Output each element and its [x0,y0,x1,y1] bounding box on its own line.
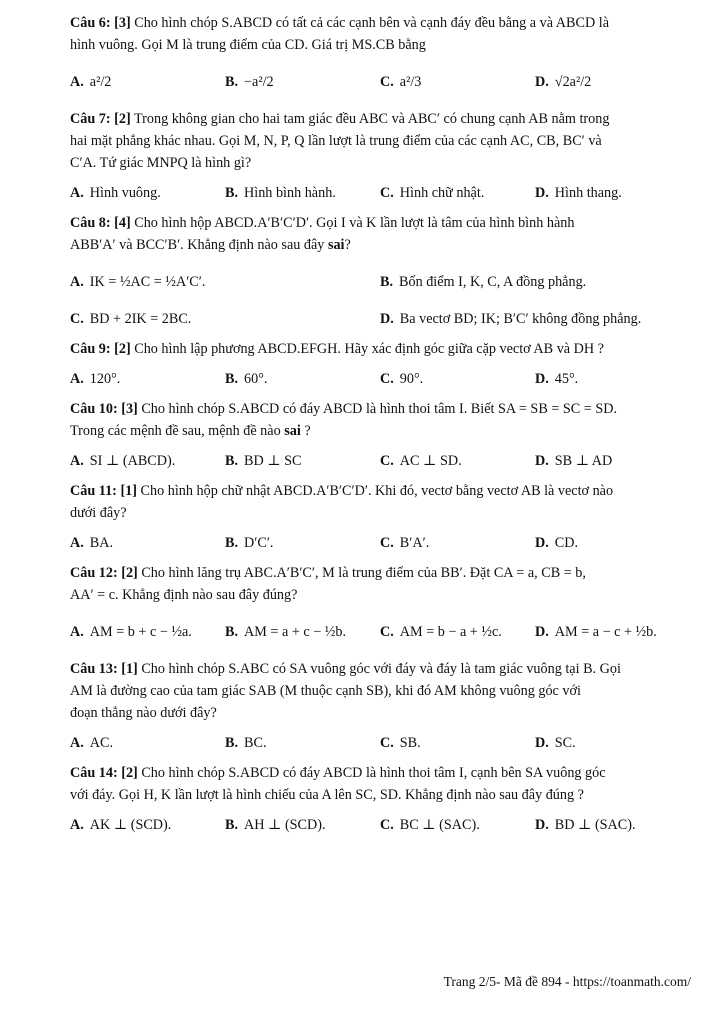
option-d-text: Hình thang. [554,184,622,201]
option-b-text: BC. [244,734,267,751]
page-footer: Trang 2/5- Mã đề 894 - https://toanmath.com/ [443,974,691,989]
option-c[interactable]: C. BD + 2IK = 2BC. [70,310,192,327]
option-a-text: IK = ½AC = ½A′C′. [89,273,206,290]
option-d[interactable]: D. BD ⊥ (SAC). [535,816,636,833]
option-a[interactable]: A. 120°. [70,370,121,387]
question-label: Câu 11: [1] [70,483,137,499]
option-a-text: BA. [89,534,114,551]
answer-options [70,64,690,100]
question-text: Cho hình lập phương ABCD.EFGH. Hãy xác định góc giữa cặp vectơ AB và DH ? [134,341,604,357]
question-text: ABB′A′ và BCC′B′. Khẳng định nào sau đây [70,237,325,253]
question-label: Câu 12: [2] [70,565,138,581]
option-a-text: AM = b + c − ½a. [89,623,192,640]
answer-options [70,450,690,472]
option-d[interactable]: D. CD. [535,534,579,551]
answer-options [70,368,690,390]
option-d-text: Ba vectơ BD; IK; B′C′ không đồng phẳng. [399,310,642,327]
option-d[interactable]: D. √2a²/2 [535,73,592,90]
option-b[interactable]: B. 60°. [225,370,268,387]
answer-options [70,532,690,554]
answer-options [70,182,690,204]
option-c-text: a²/3 [399,73,422,90]
question-label: Câu 7: [2] [70,111,131,127]
question-text: Cho hình lăng trụ ABC.A′B′C′, M là trung điểm của BB′. Đặt CA = a, CB = b, [141,565,586,581]
question-8: Câu 8: [4] Cho hình hộp ABCD.A′B′C′D′. Gọi I và K lần lượt là tâm của hình bình hành ABB′A′ và BCC′B′. Khẳng định nào sau đây sai? A. IK = ½AC = ½A′C′. B. Bốn điểm I, K, C, A đồng phẳng. C. BD + 2IK = 2BC. D. Ba vectơ BD; IK; B′C′ không đồng phẳng. [70,212,690,330]
option-c[interactable]: C. a²/3 [380,73,422,90]
option-b[interactable]: B. Bốn điểm I, K, C, A đồng phẳng. [380,273,587,290]
option-c[interactable]: C. AC ⊥ SD. [380,452,462,469]
question-text: hình vuông. Gọi M là trung điểm của CD. Giá trị MS.CB bằng [70,37,426,53]
option-a[interactable]: A. SI ⊥ (ABCD). [70,452,176,469]
question-text: Trong các mệnh đề sau, mệnh đề nào [70,423,281,439]
question-text: AM là đường cao của tam giác SAB (M thuộc cạnh SB), khi đó AM không vuông góc với [70,683,581,699]
option-d-text: SB ⊥ AD [554,452,613,469]
option-c[interactable]: C. 90°. [380,370,424,387]
question-11 [70,480,690,554]
option-b-text: −a²/2 [244,73,274,90]
option-d[interactable]: D. AM = a − c + ½b. [535,623,657,640]
option-c[interactable]: C. Hình chữ nhật. [380,184,485,201]
option-b-text: AM = a + c − ½b. [244,623,347,640]
question-12 [70,562,690,650]
answer-options [70,614,690,650]
question-6 [70,12,690,100]
question-text: C′A. Tứ giác MNPQ là hình gì? [70,155,252,171]
option-a-text: a²/2 [89,73,112,90]
exam-page [70,12,690,836]
option-a[interactable]: A. AM = b + c − ½a. [70,623,192,640]
option-d-text: √2a²/2 [554,73,592,90]
option-a-text: Hình vuông. [89,184,161,201]
option-c[interactable]: C. B′A′. [380,534,430,551]
question-label: Câu 9: [2] [70,341,131,357]
option-c-text: BD + 2IK = 2BC. [89,310,192,327]
option-a[interactable]: A. AK ⊥ (SCD). [70,816,172,833]
question-7 [70,108,690,204]
option-a[interactable]: A. IK = ½AC = ½A′C′. [70,273,206,290]
question-13 [70,658,690,754]
answer-options [70,814,690,836]
question-label: Câu 8: [4] [70,215,131,231]
option-a[interactable]: A. BA. [70,534,114,551]
answer-options [70,308,690,330]
question-label: Câu 6: [3] [70,15,131,31]
emphasis-sai: sai [327,237,345,253]
option-b-text: Hình bình hành. [244,184,336,201]
option-b-text: D′C′. [244,534,274,551]
option-b[interactable]: B. BD ⊥ SC [225,452,302,469]
option-d-text: CD. [554,534,579,551]
question-label: Câu 14: [2] [70,765,138,781]
question-label: Câu 13: [1] [70,661,138,677]
answer-options [70,732,690,754]
question-text: đoạn thẳng nào dưới đây? [70,705,217,721]
question-10: Câu 10: [3] Cho hình chóp S.ABCD có đáy ABCD là hình thoi tâm I. Biết SA = SB = SC = SD. Trong các mệnh đề sau, mệnh đề nào sai ? A. SI ⊥ (ABCD). B. BD ⊥ SC C. AC ⊥ SD. D. SB ⊥ AD [70,398,690,472]
option-c-text: 90°. [399,370,424,387]
option-a-text: 120°. [89,370,121,387]
emphasis-sai: sai [284,423,301,439]
option-a[interactable]: A. AC. [70,734,114,751]
option-b[interactable]: B. AH ⊥ (SCD). [225,816,326,833]
option-d[interactable]: D. Ba vectơ BD; IK; B′C′ không đồng phẳng. [380,310,642,327]
option-c[interactable]: C. SB. [380,734,421,751]
option-a-text: AK ⊥ (SCD). [89,816,172,833]
question-text: Cho hình chóp S.ABCD có đáy ABCD là hình thoi tâm I, cạnh bên SA vuông góc [141,765,606,781]
question-label: Câu 10: [3] [70,401,138,417]
question-text: Cho hình hộp chữ nhật ABCD.A′B′C′D′. Khi đó, vectơ bằng vectơ AB là vectơ nào [140,483,614,499]
question-text: dưới đây? [70,505,127,521]
option-b[interactable]: B. BC. [225,734,267,751]
option-d-text: AM = a − c + ½b. [554,623,657,640]
option-c[interactable]: C. AM = b − a + ½c. [380,623,502,640]
question-14 [70,762,690,836]
option-d-text: 45°. [554,370,579,387]
option-a-text: SI ⊥ (ABCD). [89,452,176,469]
option-c[interactable]: C. BC ⊥ (SAC). [380,816,480,833]
question-text: AA′ = c. Khẳng định nào sau đây đúng? [70,587,298,603]
option-b[interactable]: B. D′C′. [225,534,274,551]
question-text: Cho hình chóp S.ABCD có tất cả các cạnh bên và cạnh đáy đều bằng a và ABCD là [134,15,609,31]
option-a-text: AC. [89,734,114,751]
option-b[interactable]: B. Hình bình hành. [225,184,336,201]
option-d-text: SC. [554,734,576,751]
question-text: Cho hình chóp S.ABCD có đáy ABCD là hình thoi tâm I. Biết SA = SB = SC = SD. [141,401,618,417]
option-b-text: 60°. [244,370,268,387]
option-a[interactable]: A. Hình vuông. [70,184,161,201]
option-c-text: SB. [399,734,421,751]
option-b-text: BD ⊥ SC [244,452,302,469]
question-text: Trong không gian cho hai tam giác đều ABC và ABC′ có chung cạnh AB nằm trong [133,111,610,127]
option-b-text: Bốn điểm I, K, C, A đồng phẳng. [399,273,587,290]
option-b[interactable]: B. AM = a + c − ½b. [225,623,347,640]
option-d[interactable]: D. SB ⊥ AD [535,452,613,469]
option-d[interactable]: D. SC. [535,734,576,751]
option-a[interactable]: A. a²/2 [70,73,112,90]
question-text: Cho hình chóp S.ABC có SA vuông góc với đáy và đáy là tam giác vuông tại B. Gọi [141,661,621,677]
question-text: hai mặt phẳng khác nhau. Gọi M, N, P, Q lần lượt là trung điểm của các cạnh AC, CB, BC′ và [70,133,602,149]
answer-options [70,264,690,300]
question-text: Cho hình hộp ABCD.A′B′C′D′. Gọi I và K lần lượt là tâm của hình bình hành [134,215,575,231]
option-d-text: BD ⊥ (SAC). [554,816,636,833]
option-c-text: Hình chữ nhật. [399,184,485,201]
option-d[interactable]: D. 45°. [535,370,579,387]
option-c-text: BC ⊥ (SAC). [399,816,480,833]
option-c-text: AC ⊥ SD. [399,452,462,469]
option-b-text: AH ⊥ (SCD). [244,816,326,833]
option-c-text: AM = b − a + ½c. [399,623,502,640]
option-c-text: B′A′. [399,534,430,551]
option-d[interactable]: D. Hình thang. [535,184,622,201]
question-text: với đáy. Gọi H, K lần lượt là hình chiếu của A lên SC, SD. Khẳng định nào sau đây đúng ? [70,787,584,803]
question-9 [70,338,690,390]
option-b[interactable]: B. −a²/2 [225,73,274,90]
